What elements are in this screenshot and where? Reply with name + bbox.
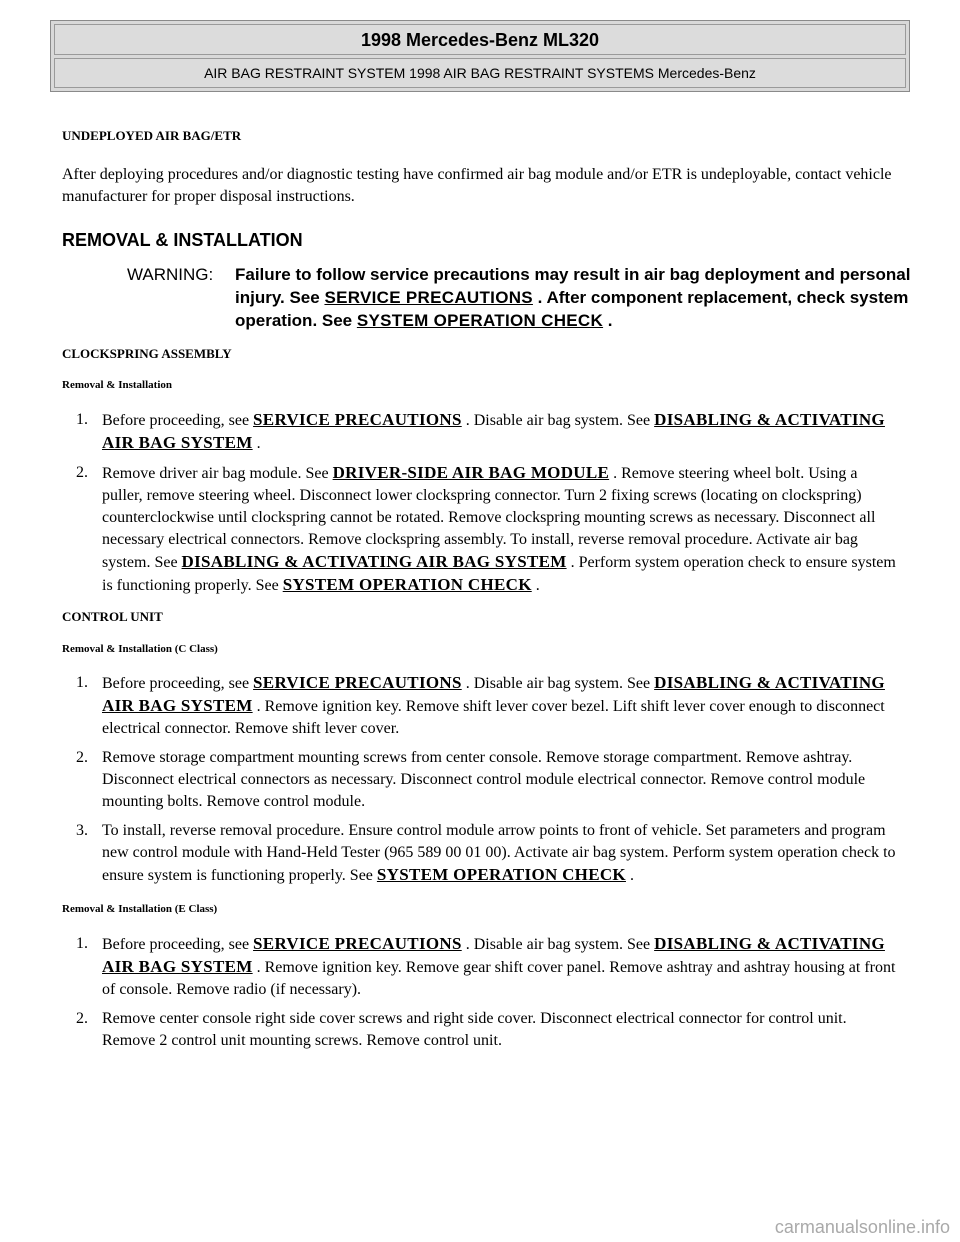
warning-label: WARNING: — [127, 265, 214, 284]
list-item — [62, 672, 912, 740]
step-text — [102, 409, 902, 455]
list-item — [62, 1008, 912, 1052]
step-number: 2. — [76, 464, 88, 481]
system-operation-check-link[interactable]: SYSTEM OPERATION CHECK — [282, 575, 532, 594]
list-item — [62, 820, 912, 887]
e-class-subheading: Removal & Installation (E Class) — [62, 903, 218, 915]
warning-text-part: . After component replacement, check system operation. See — [235, 288, 909, 330]
page-header — [50, 20, 910, 92]
step-number: 1. — [76, 411, 88, 428]
step-text-part: . — [252, 435, 261, 452]
step-text-part: . Remove steering wheel bolt. Using a puller, remove steering wheel. Disconnect lower clockspring connector. Turn 2 fixing screws (locating on clockspring) counterclockwise until clockspring cannot be rotated. Remove clockspring mounting screws as necessary. Disconnect all necessary electrical connectors. Remove clockspring assembly. To install, reverse removal procedure. Activate air bag system. See — [102, 465, 876, 571]
clockspring-subheading: Removal & Installation — [62, 379, 172, 391]
step-text — [102, 820, 902, 887]
step-text-part: . Disable air bag system. See — [461, 675, 655, 692]
c-class-subheading: Removal & Installation (C Class) — [62, 643, 218, 655]
system-operation-check-link[interactable]: SYSTEM OPERATION CHECK — [376, 865, 626, 884]
step-number: 1. — [76, 935, 88, 952]
step-text-part: . Disable air bag system. See — [461, 936, 655, 953]
service-precautions-link[interactable]: SERVICE PRECAUTIONS — [324, 288, 533, 307]
list-item — [62, 933, 912, 1001]
step-text-part: . Perform system operation check to ensure system is functioning properly. See — [102, 554, 896, 594]
step-number: 2. — [76, 1010, 88, 1027]
service-precautions-link[interactable]: SERVICE PRECAUTIONS — [253, 673, 462, 692]
step-text-part: . — [625, 867, 634, 884]
list-item — [62, 747, 912, 813]
step-text: Remove center console right side cover screws and right side cover. Disconnect electrical connector for control unit. Remove 2 control unit mounting screws. Remove control unit. — [102, 1010, 847, 1049]
step-number: 3. — [76, 822, 88, 839]
e-class-steps — [62, 933, 912, 1052]
document-subtitle: AIR BAG RESTRAINT SYSTEM 1998 AIR BAG RESTRAINT SYSTEMS Mercedes-Benz — [54, 58, 906, 88]
step-number: 2. — [76, 749, 88, 766]
step-text-part: Before proceeding, see — [102, 675, 254, 692]
step-text-part: To install, reverse removal procedure. Ensure control module arrow points to front of vehicle. Set parameters and program new control module with Hand-Held Tester (965 589 00 01 00). Activate air bag system. Perform system operation check to ensure system is functioning properly. See — [102, 822, 896, 884]
warning-text-part: . — [603, 311, 613, 330]
watermark: carmanualsonline.info — [774, 1217, 950, 1237]
clockspring-steps — [62, 409, 912, 597]
c-class-steps — [62, 672, 912, 887]
warning-text — [235, 263, 912, 332]
disabling-activating-link[interactable]: DISABLING & ACTIVATING AIR BAG SYSTEM — [102, 934, 885, 976]
service-precautions-link[interactable]: SERVICE PRECAUTIONS — [253, 410, 462, 429]
system-operation-check-link[interactable]: SYSTEM OPERATION CHECK — [356, 311, 604, 330]
warning-block — [127, 263, 912, 332]
step-text — [102, 672, 902, 740]
list-item — [62, 409, 912, 455]
step-text-part: . Disable air bag system. See — [461, 412, 655, 429]
control-unit-heading: CONTROL UNIT — [62, 609, 163, 624]
document-body — [62, 128, 912, 1059]
step-text-part: Before proceeding, see — [102, 936, 254, 953]
step-text-part: Before proceeding, see — [102, 412, 254, 429]
driver-side-air-bag-module-link[interactable]: DRIVER-SIDE AIR BAG MODULE — [332, 463, 610, 482]
service-precautions-link[interactable]: SERVICE PRECAUTIONS — [253, 934, 462, 953]
undeployed-heading: UNDEPLOYED AIR BAG/ETR — [62, 128, 242, 143]
step-number: 1. — [76, 674, 88, 691]
clockspring-heading: CLOCKSPRING ASSEMBLY — [62, 346, 232, 361]
step-text-part: . Remove ignition key. Remove gear shift cover panel. Remove ashtray and ashtray housing at front of console. Remove radio (if necessary). — [102, 959, 896, 998]
undeployed-paragraph: After deploying procedures and/or diagnostic testing have confirmed air bag module and/or ETR is undeployable, contact vehicle manufacturer for proper disposal instructions. — [62, 166, 892, 205]
step-text: Remove storage compartment mounting screws from center console. Remove storage compartment. Remove ashtray. Disconnect electrical connectors as necessary. Disconnect control module electrical connector. Remove control module mounting bolts. Remove control module. — [102, 749, 866, 810]
step-text-part: . Remove ignition key. Remove shift lever cover bezel. Lift shift lever cover enough to disconnect electrical connector. Remove shift lever cover. — [102, 698, 885, 737]
step-text-part: . — [531, 577, 540, 594]
disabling-activating-link[interactable]: DISABLING & ACTIVATING AIR BAG SYSTEM — [102, 673, 885, 715]
step-text — [102, 462, 902, 597]
document-title: 1998 Mercedes-Benz ML320 — [54, 24, 906, 55]
step-text-part: Remove driver air bag module. See — [102, 465, 333, 482]
warning-text-part: Failure to follow service precautions may result in air bag deployment and personal injury. See — [235, 265, 911, 307]
disabling-activating-link[interactable]: DISABLING & ACTIVATING AIR BAG SYSTEM — [102, 410, 885, 452]
step-text — [102, 933, 902, 1001]
disabling-activating-link[interactable]: DISABLING & ACTIVATING AIR BAG SYSTEM — [181, 552, 567, 571]
removal-heading: REMOVAL & INSTALLATION — [62, 230, 303, 250]
list-item — [62, 462, 912, 597]
